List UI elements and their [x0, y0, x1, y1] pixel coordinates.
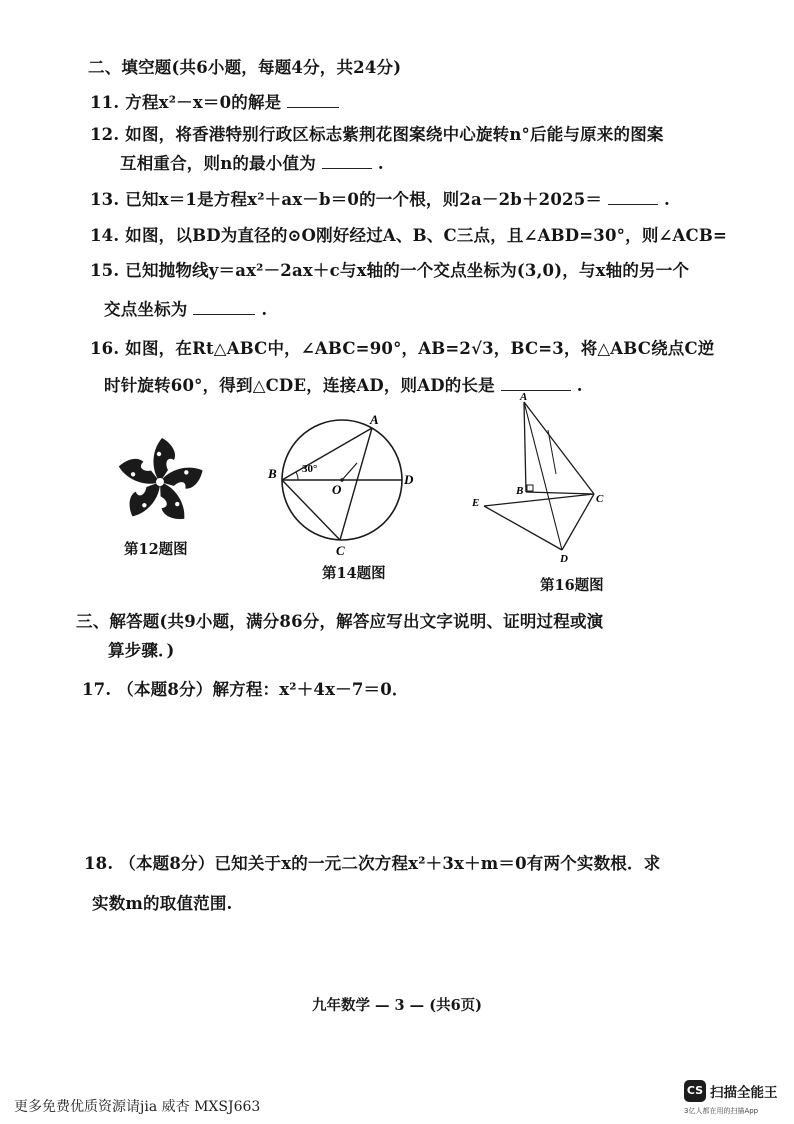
question-12-line-1: [90, 121, 664, 145]
brand-name: 扫描全能王: [710, 1085, 778, 1101]
point-c-label: C: [596, 493, 604, 505]
point-a-label: A: [370, 412, 379, 427]
question-number: 17.: [82, 680, 112, 699]
angle-label: 30°: [302, 463, 318, 475]
question-text: 时针旋转60°，得到△CDE，连接AD，则AD的长是: [104, 376, 495, 395]
answer-blank[interactable]: [608, 190, 658, 205]
question-text: 已知x＝1是方程x²＋ax－b＝0的一个根，则2a－2b＋2025＝: [125, 190, 603, 209]
answer-blank[interactable]: [193, 300, 255, 315]
figure-16-caption: 第16题图: [540, 577, 604, 594]
triangle-figure-16: [466, 390, 626, 570]
point-d-label: D: [560, 553, 568, 565]
figure-12-caption: 第12题图: [124, 541, 188, 558]
answer-blank[interactable]: [501, 376, 571, 391]
question-number: 13.: [90, 190, 120, 209]
question-13: [90, 186, 670, 210]
answer-blank[interactable]: [322, 154, 372, 169]
question-text: 如图，以BD为直径的⊙O刚好经过A、B、C三点，且∠ABD=30°，则∠ACB=: [125, 226, 728, 245]
question-15-line-1: [90, 257, 689, 281]
question-tail: .: [261, 300, 268, 319]
scanner-brand: [684, 1080, 784, 1116]
point-a-label: A: [520, 391, 528, 403]
question-tail: .: [576, 376, 583, 395]
question-17: [82, 676, 409, 700]
question-text: 已知抛物线y＝ax²－2ax＋c与x轴的一个交点坐标为(3,0)，与x轴的另一个: [125, 261, 690, 280]
bauhinia-flower-figure: [106, 432, 214, 532]
question-number: 18.: [84, 854, 114, 873]
point-c-label: C: [336, 543, 345, 558]
question-number: 15.: [90, 261, 120, 280]
question-text: 交点坐标为: [104, 300, 188, 319]
cs-logo-icon: CS: [684, 1080, 706, 1102]
page-footer: 九年数学 — 3 — (共6页): [311, 997, 483, 1014]
figure-14-caption: 第14题图: [322, 565, 386, 582]
question-14: [90, 222, 727, 246]
section-3-title-line-1: 三、解答题(共9小题，满分86分，解答应写出文字说明、证明过程或演: [76, 612, 604, 631]
question-number: 11.: [90, 93, 120, 112]
point-b-label: B: [516, 485, 524, 497]
question-18-line-1: [84, 850, 660, 874]
question-number: 12.: [90, 125, 120, 144]
circle-figure-14: [262, 408, 422, 558]
point-e-label: E: [472, 497, 480, 509]
question-16-line-1: [90, 335, 715, 359]
point-o-label: O: [332, 482, 342, 497]
question-text: （本题8分）已知关于x的一元二次方程x²＋3x＋m＝0有两个实数根．求: [119, 854, 661, 873]
question-number: 14.: [90, 226, 120, 245]
question-text: （本题8分）解方程：x²＋4x－7＝0．: [117, 680, 409, 699]
question-number: 16.: [90, 339, 120, 358]
question-tail: .: [664, 190, 670, 209]
question-15-line-2: [104, 296, 267, 320]
point-d-label: D: [404, 472, 414, 487]
watermark-text: 更多免费优质资源请jia 威杏 MXSJ663: [14, 1099, 261, 1115]
brand-subtitle: 3亿人都在用的扫描App: [684, 1107, 759, 1115]
point-b-label: B: [268, 466, 277, 481]
question-12-line-2: [120, 150, 384, 174]
section-2-title: 二、填空题(共6小题，每题4分，共24分): [88, 58, 402, 77]
question-11: [90, 89, 339, 113]
question-text: 如图，将香港特别行政区标志紫荆花图案绕中心旋转n°后能与原来的图案: [125, 125, 664, 144]
question-tail: .: [377, 154, 384, 173]
question-text: 方程x²－x＝0的解是: [125, 93, 282, 112]
section-3-title-line-2: 算步骤．): [108, 641, 175, 660]
question-text: 互相重合，则n的最小值为: [120, 154, 316, 173]
answer-blank[interactable]: [287, 93, 339, 108]
question-18-line-2: 实数m的取值范围.: [92, 894, 233, 913]
question-text: 如图，在Rt△ABC中，∠ABC=90°，AB=2√3，BC=3，将△ABC绕点C逆: [125, 339, 715, 358]
